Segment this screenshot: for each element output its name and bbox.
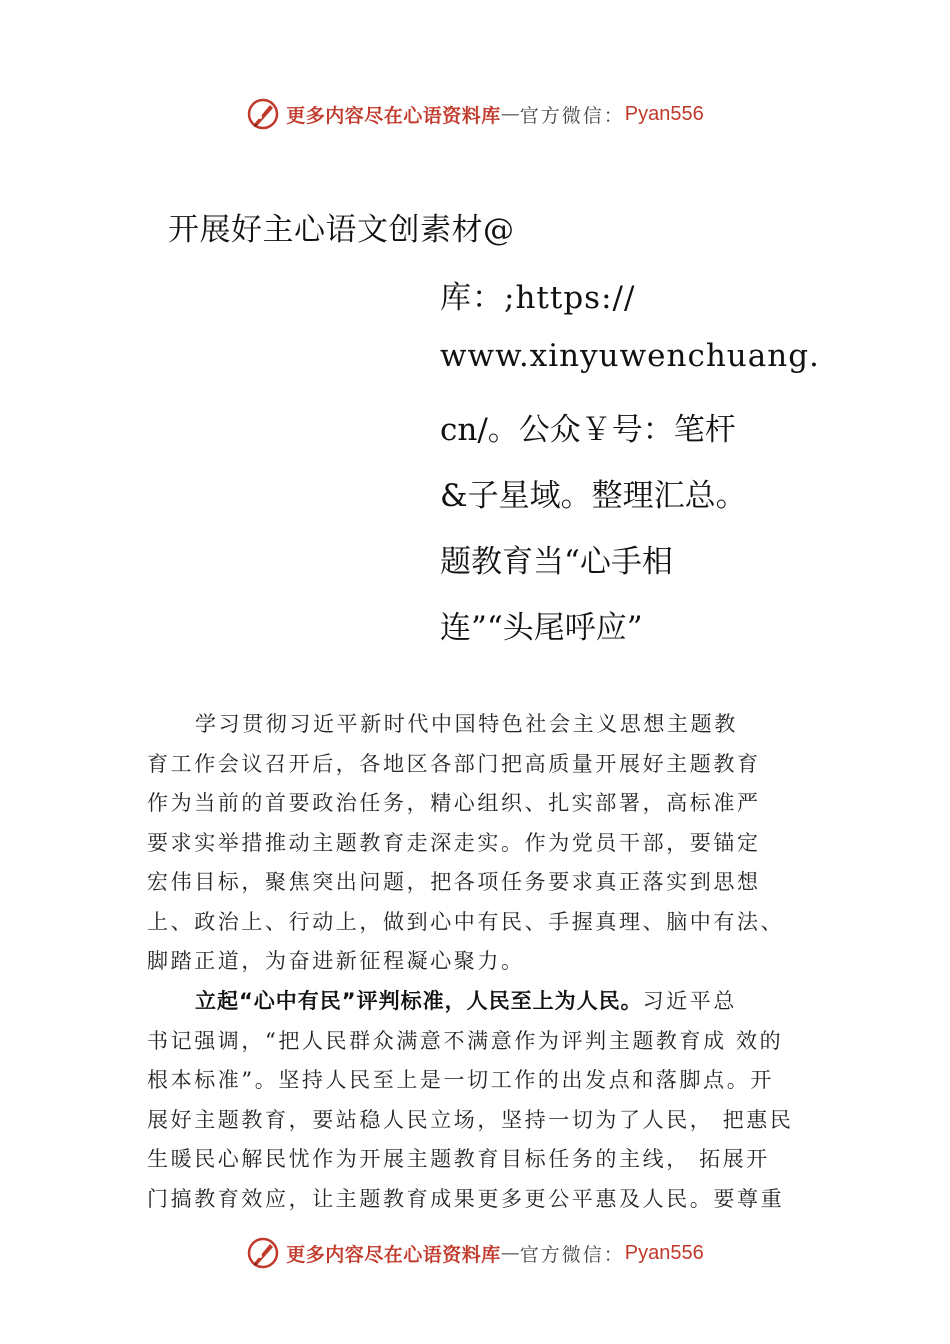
paragraph-line: 作为当前的首要政治任务，精心组织、扎实部署，高标准严 — [147, 791, 761, 815]
banner-wechat-id: Pyan556 — [624, 1241, 704, 1264]
body-paragraph-1 — [147, 705, 837, 982]
banner-wechat-label: 官方微信： — [519, 1243, 625, 1266]
paragraph-line: 宏伟目标，聚焦突出问题，把各项任务要求真正落实到思想 — [147, 870, 761, 894]
banner-wechat-id: Pyan556 — [624, 102, 704, 125]
banner-separator: — — [500, 103, 520, 125]
title-line-6: 题教育当“心手相 — [440, 544, 673, 580]
title-line-3: www.xinyuwenchuang. — [440, 338, 820, 374]
paragraph-line: 生暖民心解民忧作为开展主题教育目标任务的主线， 拓展开 — [147, 1147, 770, 1171]
paragraph-line: 学习贯彻习近平新时代中国特色社会主义思想主题教 — [195, 712, 738, 736]
paragraph-line: 门搞教育效应，让主题教育成果更多更公平惠及人民。要尊重 — [147, 1186, 785, 1211]
banner-brand: 更多内容尽在心语资料库 — [286, 1243, 501, 1266]
title-line-2: 库：;https:// — [440, 280, 636, 316]
footer-banner — [0, 1233, 950, 1273]
header-banner — [0, 94, 950, 134]
pen-logo-icon — [246, 97, 280, 131]
title-line-1: 开展好主心语文创素材@ — [168, 212, 515, 248]
banner-wechat-label: 官方微信： — [519, 104, 625, 127]
body-paragraph-2 — [147, 982, 837, 1219]
title-line-5: &子星域。整理汇总。 — [440, 478, 747, 514]
title-line-4: cn/。公众￥号：笔杆 — [440, 412, 736, 448]
paragraph-line: 上、政治上、行动上，做到心中有民、手握真理、脑中有法、 — [147, 909, 785, 934]
banner-separator: — — [500, 1242, 520, 1264]
paragraph-line: 要求实举措推动主题教育走深走实。作为党员干部，要锚定 — [147, 830, 761, 855]
pen-logo-icon — [246, 1236, 280, 1270]
banner-brand: 更多内容尽在心语资料库 — [286, 104, 501, 127]
paragraph-line: 书记强调，“把人民群众满意不满意作为评判主题教育成 效的 — [147, 1028, 784, 1053]
paragraph-line: 脚踏正道，为奋进新征程凝心聚力。 — [147, 949, 525, 973]
paragraph-line: 展好主题教育，要站稳人民立场，坚持一切为了人民， 把惠民 — [147, 1107, 794, 1132]
paragraph-line — [147, 982, 837, 1022]
section-heading: 立起“心中有民”评判标准，人民至上为人民。 — [195, 989, 643, 1013]
paragraph-line: 育工作会议召开后，各地区各部门把高质量开展好主题教育 — [147, 751, 761, 776]
heading-trailing-text: 习近平总 — [642, 989, 738, 1013]
title-line-7: 连”“头尾呼应” — [440, 610, 643, 646]
paragraph-line: 根本标准”。坚持人民至上是一切工作的出发点和落脚点。开 — [147, 1068, 774, 1092]
